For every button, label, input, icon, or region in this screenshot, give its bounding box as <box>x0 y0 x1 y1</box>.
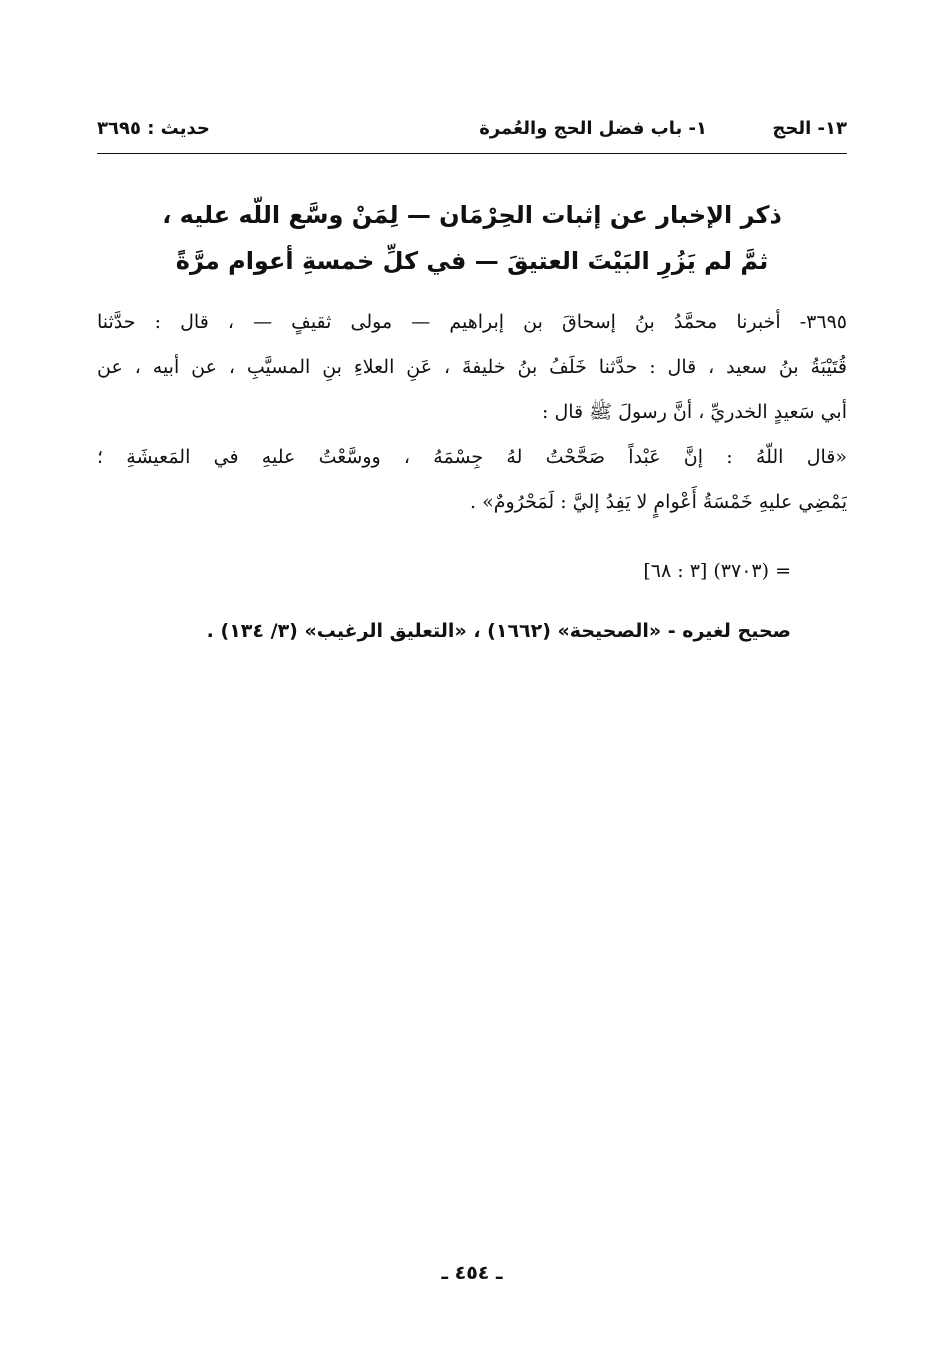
section-title: ١- باب فضل الحج والعُمرة <box>479 118 707 139</box>
isnad-line-3: أبي سَعيدٍ الخدريِّ ، أنَّ رسولَ ﷺ قال : <box>542 401 847 423</box>
heading-line-1: ذكر الإخبار عن إثبات الحِرْمَان — لِمَنْ وسَّع اللّه عليه ، <box>162 201 782 229</box>
cross-reference: = (٣٧٠٣) [٣ : ٦٨] <box>643 560 791 582</box>
page-number: ـ ٤٥٤ ـ <box>441 1262 503 1284</box>
hadith-reference: حديث : ٣٦٩٥ <box>97 118 210 139</box>
isnad-line-1: ٣٦٩٥- أخبرنا محمَّدُ بنُ إسحاقَ بن إبراهيم — مولى ثقيفٍ — ، قال : حدَّثنا <box>97 311 847 333</box>
chapter-heading <box>97 192 847 284</box>
matn-line-2: يَمْضِي عليهِ خَمْسَةُ أَعْوامٍ لا يَفِدُ إليَّ : لَمَحْرُومٌ» . <box>470 491 847 513</box>
matn-line-1: «قال اللّهُ : إنَّ عَبْداً صَحَّحْتُ لهُ جِسْمَهُ ، ووسَّعْتُ عليهِ في المَعيشَةِ ؛ <box>97 446 847 468</box>
running-header <box>97 112 847 148</box>
hadith-text <box>97 300 847 525</box>
isnad-line-2: قُتَيْبَةُ بنُ سعيد ، قال : حدَّثنا خَلَفُ بنُ خليفةَ ، عَنِ العلاءِ بنِ المسيَّبِ ، عن أبيه ، عن <box>97 356 847 378</box>
heading-line-2: ثمَّ لم يَزُرِ البَيْتَ العتيقَ — في كلِّ خمسةِ أعوام مرَّةً <box>175 247 769 275</box>
header-divider <box>97 153 847 154</box>
chapter-title: ١٣- الحج <box>772 118 847 139</box>
hadith-grading: صحيح لغيره - «الصحيحة» (١٦٦٢) ، «التعليق الرغيب» (٣/ ١٣٤) . <box>206 620 791 642</box>
